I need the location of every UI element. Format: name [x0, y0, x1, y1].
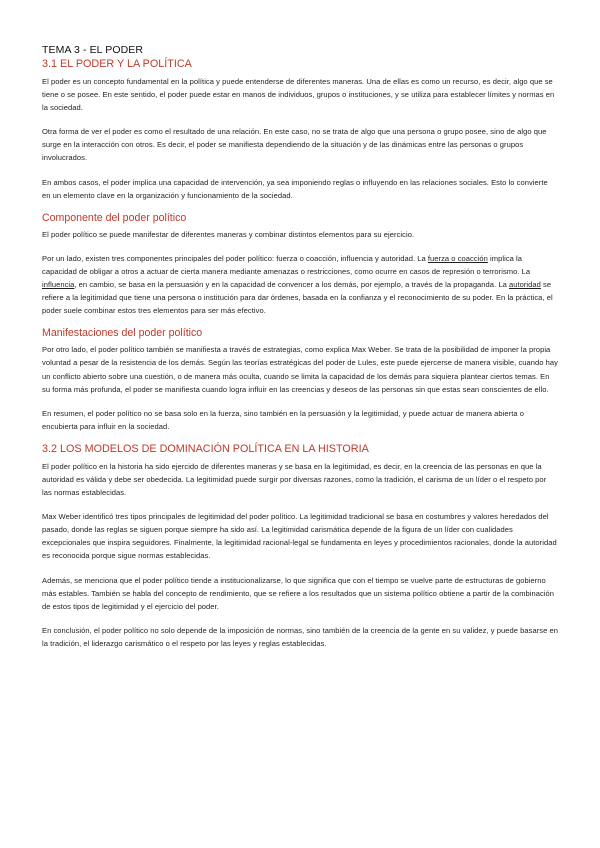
underlined-term-autoridad: autoridad [508, 280, 541, 290]
section-heading-1: 3.1 EL PODER Y LA POLÍTICA [42, 58, 192, 70]
section-heading-2: 3.2 LOS MODELOS DE DOMINACIÓN POLÍTICA EN LA HISTORIA [42, 442, 369, 455]
paragraph: Además, se menciona que el poder político tiende a institucionalizarse, lo que significa que con el tiempo se vuelve parte de estructuras de gobierno más estables. También se habla del concepto de rendimiento, que se refiere a los resultados que un sistema político obtiene a partir de la combinación de estos tipos de legitimidad y el ejercicio del poder. [42, 575, 555, 611]
text-run: implica la capacidad de obligar a otros a actuar de cierta manera mediante amenazas o restricciones, como ocurre en casos de represión o terrorismo. La [42, 253, 531, 276]
paragraph: El poder político en la historia ha sido ejercido de diferentes maneras y se basa en la legitimidad, es decir, en la creencia de las personas en que la autoridad es válida y debe ser obedecida. La legitimidad puede surgir por diversas razones, como la tradición, el carisma de un líder o el respeto por las normas establecidas. [42, 461, 547, 498]
paragraph: Max Weber identificó tres tipos principales de legitimidad del poder político. La legitimidad tradicional se basa en costumbres y valores heredados del pasado, donde las reglas se siguen porque siempre ha sido así. La legitimidad carismática depende de la figura de un líder con cualidades excepcionales que inspira seguidores. Finalmente, la legitimidad racional-legal se fundamenta en leyes y procedimientos racionales, donde la autoridad es reconocida porque sigue normas establecidas. [42, 512, 557, 561]
text-run: se refiere a la legitimidad que tiene una persona o institución para dar órdenes, basada en la confianza y el reconocimiento de su poder. En la práctica, el poder suele combinar estos tres elementos para ser más efectivo. [42, 280, 553, 316]
paragraph: Otra forma de ver el poder es como el resultado de una relación. En este caso, no se trata de algo que una persona o grupo posee, sino de algo que surge en la interacción con otros. Es decir, el poder se manifiesta dependiendo de la situación y de las dinámicas entre las personas o grupos involucrados. [42, 127, 547, 163]
paragraph: El poder es un concepto fundamental en la política y puede entenderse de diferentes maneras. Una de ellas es como un recurso, es decir, algo que se tiene o se posee. En este sentido, el poder puede estar en manos de individuos, grupos o instituciones, y se utiliza para establecer límites y normas en la sociedad. [42, 77, 555, 113]
paragraph: El poder político se puede manifestar de diferentes maneras y combinar distintos elementos para su ejercicio. [42, 229, 415, 239]
paragraph: Por otro lado, el poder político también se manifiesta a través de estrategias, como explica Max Weber. Se trata de la posibilidad de imponer la propia voluntad a pesar de la resistencia de los demás. Según las teorías estratégicas del poder de Lules, este puede ejercerse de manera visible, cuando hay un conflicto abierto sobre una cuestión, o de manera más oculta, cuando se limita la capacidad de los demás para siquiera plantear ciertos temas. En su forma más profunda, el poder se manifiesta cuando logra influir en las creencias y deseos de las personas sin que estas sean conscientes de ello. [42, 345, 558, 394]
underlined-term-influencia: influencia [42, 280, 75, 290]
paragraph-componentes [42, 252, 558, 317]
document-title: TEMA 3 - EL PODER [42, 44, 144, 56]
paragraph: En ambos casos, el poder implica una capacidad de intervención, ya sea imponiendo reglas o influyendo en las relaciones sociales. Esto lo convierte en un elemento clave en la organización y funcionamiento de la sociedad. [42, 177, 548, 200]
subheading-manifestaciones: Manifestaciones del poder político [42, 327, 203, 340]
text-run: , en cambio, se basa en la persuasión y en la capacidad de convencer a los demás, por ejemplo, a través de la propaganda. La [74, 280, 509, 290]
paragraph: En resumen, el poder político no se basa solo en la fuerza, sino también en la persuasión y la legitimidad, y puede actuar de manera abierta o encubierta para influir en la sociedad. [42, 408, 524, 431]
underlined-term-fuerza: fuerza o coacción [427, 253, 488, 263]
text-run: Por un lado, existen tres componentes principales del poder político: fuerza o coacción, influencia y autoridad. La [42, 253, 428, 263]
paragraph: En conclusión, el poder político no solo depende de la imposición de normas, sino también de la creencia de la gente en su validez, y puede basarse en la tradición, el liderazgo carismático o el respeto por las leyes y reglas establecidas. [42, 625, 558, 648]
subheading-componente: Componente del poder político [42, 211, 187, 224]
